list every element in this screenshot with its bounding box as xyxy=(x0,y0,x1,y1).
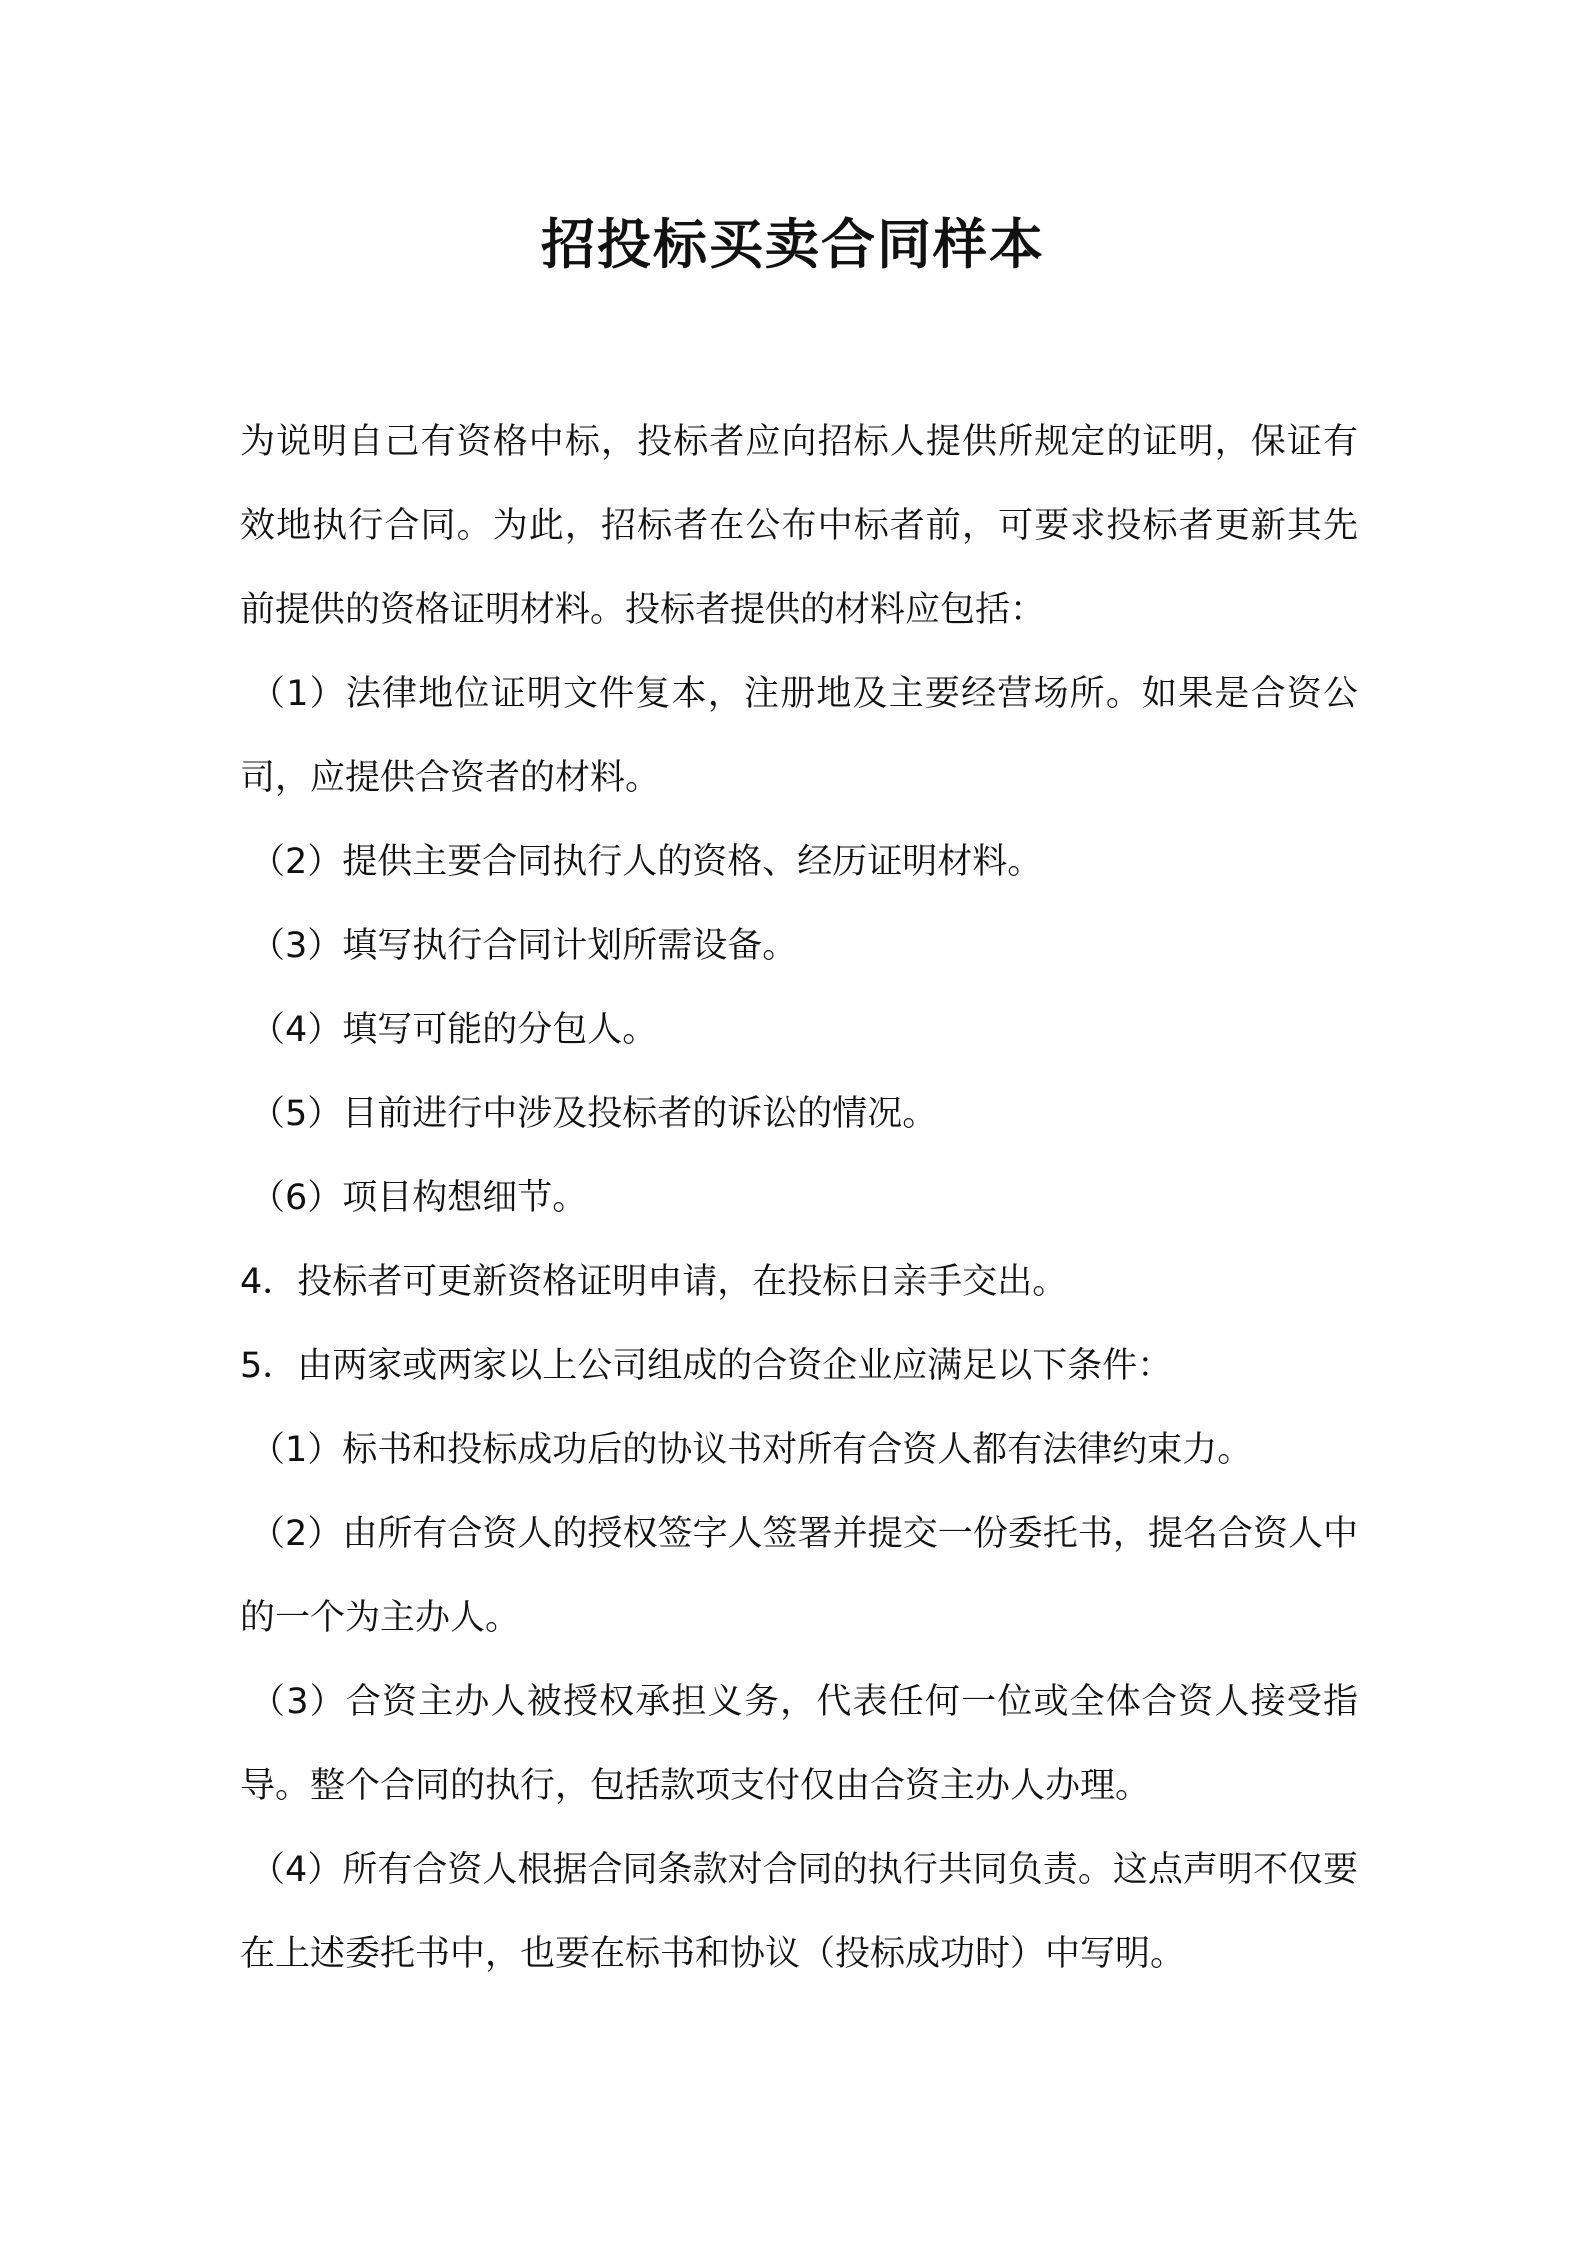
list-item: （3）填写执行合同计划所需设备。 xyxy=(250,926,798,966)
document-title: 招投标买卖合同样本 xyxy=(541,213,1045,276)
list-item: （3）合资主办人被授权承担义务，代表任何一位或全体合资人接受指导。整个合同的执行，包括款项支付仅由合资主办人办理。 xyxy=(240,1682,1358,1806)
list-item: （5）目前进行中涉及投标者的诉讼的情况。 xyxy=(250,1094,938,1134)
list-item: （2）由所有合资人的授权签字人签署并提交一份委托书，提名合资人中的一个为主办人。 xyxy=(240,1514,1358,1638)
list-item: （1）标书和投标成功后的协议书对所有合资人都有法律约束力。 xyxy=(250,1430,1253,1470)
clause-4: 4．投标者可更新资格证明申请，在投标日亲手交出。 xyxy=(240,1262,1068,1302)
list-item: （4）所有合资人根据合同条款对合同的执行共同负责。这点声明不仅要在上述委托书中，也要在标书和协议（投标成功时）中写明。 xyxy=(240,1850,1358,1974)
list-item: （6）项目构想细节。 xyxy=(250,1178,588,1218)
list-item: （1）法律地位证明文件复本，注册地及主要经营场所。如果是合资公司，应提供合资者的材料。 xyxy=(240,674,1358,798)
list-item: （4）填写可能的分包人。 xyxy=(250,1010,658,1050)
intro-paragraph: 为说明自己有资格中标，投标者应向招标人提供所规定的证明，保证有效地执行合同。为此，招标者在公布中标者前，可要求投标者更新其先前提供的资格证明材料。投标者提供的材料应包括： xyxy=(240,422,1358,630)
document-body xyxy=(240,400,1358,1996)
clause-5: 5．由两家或两家以上公司组成的合资企业应满足以下条件： xyxy=(240,1346,1173,1386)
list-item: （2）提供主要合同执行人的资格、经历证明材料。 xyxy=(250,842,1043,882)
